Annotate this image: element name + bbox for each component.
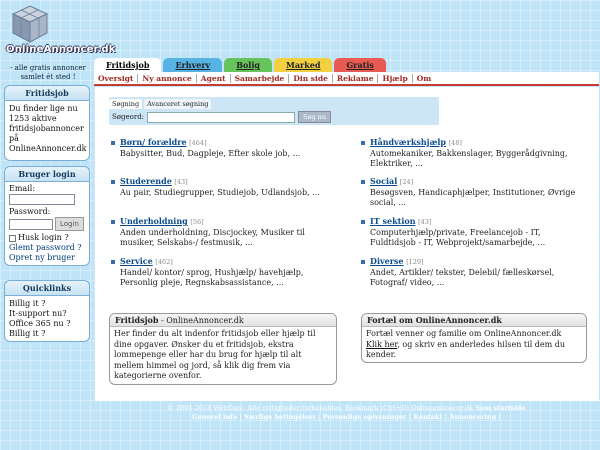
category-count: [43] — [418, 218, 432, 226]
tab-marked[interactable]: Marked — [274, 58, 332, 72]
category-desc: Computerhjælp/private, Freelancejob - IT, Fuldtidsjob - IT, Webprojekt/samarbejde, ... — [370, 227, 546, 247]
category-count: [43] — [174, 178, 188, 186]
category-service — [111, 256, 331, 289]
remember-checkbox[interactable] — [9, 235, 16, 242]
login-box — [4, 166, 90, 266]
main-tabs — [94, 58, 386, 72]
tell-title: Fortæl om OnlineAnnoncer.dk — [367, 315, 502, 325]
bullet-icon — [111, 180, 115, 184]
fritidsjob-box-text: Du finder lige nu 1253 aktive fritidsjobannoncer på OnlineAnnoncer.dk — [9, 104, 87, 153]
category-desc: Handel/ kontor/ sprog, Hushjælp/ havehjælp, Personlig pleje, Regnskabsassistance, ... — [120, 267, 304, 287]
category-it — [361, 216, 581, 249]
tab-erhverv[interactable]: Erhverv — [163, 58, 222, 72]
login-box-title: Bruger login — [5, 167, 89, 182]
footer-link[interactable]: Særlige betingelser — [244, 413, 316, 421]
about-title-rest: - OnlineAnnoncer.dk — [158, 316, 244, 325]
logo[interactable] — [4, 2, 116, 62]
about-box — [109, 313, 337, 385]
login-button[interactable]: Login — [55, 217, 84, 231]
quicklinks-title: Quicklinks — [5, 281, 89, 296]
tell-link[interactable]: Klik her — [366, 339, 398, 349]
bullet-icon — [361, 180, 365, 184]
category-count: [48] — [448, 139, 462, 147]
category-underholdning — [111, 216, 331, 249]
password-field[interactable] — [9, 219, 53, 230]
category-studerende — [111, 176, 331, 198]
tagline: - alle gratis annoncer samlet ét sted ! — [10, 64, 86, 81]
category-link[interactable]: IT sektion — [370, 216, 416, 226]
tab-gratis[interactable]: Gratis — [334, 58, 385, 72]
category-count: [56] — [190, 218, 204, 226]
category-desc: Anden underholdning, Discjockey, Musiker til musiker, Selskabs-/ festmusik, ... — [120, 227, 305, 247]
quicklink-item[interactable]: Billig it ? — [9, 299, 46, 308]
category-desc: Andet, Artikler/ tekster, Delebil/ fælleskørsel, Fotograf/ video, ... — [370, 267, 555, 287]
cube-logo-icon — [10, 4, 50, 44]
forgot-password-link[interactable]: Glemt password ? — [9, 243, 82, 252]
nav-din-side[interactable]: Din side — [289, 74, 333, 83]
category-desc: Babysitter, Bud, Dagpleje, Efter skole job, ... — [120, 148, 301, 158]
search-tab-advanced[interactable]: Avanceret søgning — [144, 99, 211, 109]
nav-reklame[interactable]: Reklame — [333, 74, 379, 83]
category-link[interactable]: Service — [120, 256, 153, 266]
quicklink-item[interactable]: Office 365 nu ? — [9, 319, 71, 328]
category-boern — [111, 137, 331, 159]
footer-link[interactable]: Kontakt — [413, 413, 443, 421]
footer-link[interactable]: Generel info — [192, 413, 238, 421]
category-link[interactable]: Studerende — [120, 176, 172, 186]
category-link[interactable]: Underholdning — [120, 216, 188, 226]
category-diverse — [361, 256, 581, 289]
nav-hjaelp[interactable]: Hjælp — [378, 74, 412, 83]
main-panel — [94, 87, 599, 401]
tell-text-2: , og skriv en anderledes hilsen til dem du kender. — [366, 339, 566, 359]
remember-label: Husk login ? — [18, 233, 69, 242]
category-social — [361, 176, 581, 209]
category-count: [464] — [189, 139, 207, 147]
category-link[interactable]: Social — [370, 176, 398, 186]
category-link[interactable]: Diverse — [370, 256, 404, 266]
category-haandvaerk — [361, 137, 581, 170]
tab-bolig[interactable]: Bolig — [224, 58, 272, 72]
search-box — [109, 97, 439, 125]
footer: © 2004-2018 WebCare. Alle rettigheder forbeholdes. Bookmark (Ctrl+D) Onlineannoncer.dk Som startside Generel info | Særlige betingelser | Personlige oplysninger | Kontakt | Annoncering | — [167, 404, 526, 421]
tell-friends-box — [361, 313, 587, 363]
search-label: Søgeord: — [112, 113, 145, 121]
category-desc: Automekaniker, Bakkenslager, Byggerådgivning, Elektriker, ... — [370, 148, 568, 168]
bullet-icon — [111, 220, 115, 224]
nav-agent[interactable]: Agent — [197, 74, 231, 83]
search-button[interactable]: Søg nu — [298, 111, 331, 123]
footer-link[interactable]: Annoncering — [449, 413, 497, 421]
quicklinks-box — [4, 280, 90, 342]
category-count: [24] — [399, 178, 414, 186]
password-label: Password: — [9, 207, 51, 216]
bullet-icon — [111, 260, 115, 264]
category-desc: Au pair, Studiegrupper, Studiejob, Udlandsjob, ... — [120, 187, 320, 197]
footer-copyright: © 2004-2018 WebCare. Alle rettigheder forbeholdes. Bookmark (Ctrl+D) Onlineannoncer.dk — [167, 404, 474, 412]
about-title-bold: Fritidsjob — [115, 315, 159, 325]
tab-fritidsjob[interactable]: Fritidsjob — [94, 58, 161, 72]
about-text: Her finder du alt indenfor fritidsjob eller hjælp til dine opgaver. Ønsker du et fritidsjob, ekstra lommepenge eller har du brug for hjælp til alt mellem himmel og jord, så klik dig frem via kategorierne ovenfor. — [114, 329, 316, 380]
footer-startpage-link[interactable]: Som startside — [475, 404, 526, 412]
email-field[interactable] — [9, 194, 75, 205]
quicklink-item[interactable]: Billig it ? — [9, 329, 46, 338]
category-link[interactable]: Børn/ forældre — [120, 137, 187, 147]
bullet-icon — [361, 220, 365, 224]
nav-samarbejde[interactable]: Samarbejde — [231, 74, 290, 83]
fritidsjob-box-title: Fritidsjob — [5, 86, 89, 101]
nav-ny-annonce[interactable]: Ny annonce — [138, 74, 196, 83]
search-input[interactable] — [147, 112, 295, 123]
site-name: OnlineAnnoncer.dk — [6, 44, 116, 55]
fritidsjob-box — [4, 85, 90, 161]
category-count: [462] — [155, 258, 173, 266]
search-tab-basic[interactable]: Søgning — [109, 99, 142, 109]
nav-om[interactable]: Om — [416, 73, 432, 83]
bullet-icon — [111, 141, 115, 145]
email-label: Email: — [9, 184, 36, 193]
category-desc: Besøgsven, Handicaphjælper, Institutioner, Øvrige social, ... — [370, 187, 576, 207]
quicklink-item[interactable]: It-support nu? — [9, 309, 67, 318]
footer-link[interactable]: Personlige oplysninger — [322, 413, 407, 421]
sub-navigation — [94, 72, 599, 86]
category-link[interactable]: Håndværkshjælp — [370, 137, 447, 147]
bullet-icon — [361, 260, 365, 264]
nav-oversigt[interactable]: Oversigt — [94, 74, 138, 83]
create-user-link[interactable]: Opret ny bruger — [9, 253, 75, 262]
bullet-icon — [361, 141, 365, 145]
tell-text-1: Fortæl venner og familie om OnlineAnnoncer.dk — [366, 329, 562, 338]
category-count: [129] — [406, 258, 424, 266]
